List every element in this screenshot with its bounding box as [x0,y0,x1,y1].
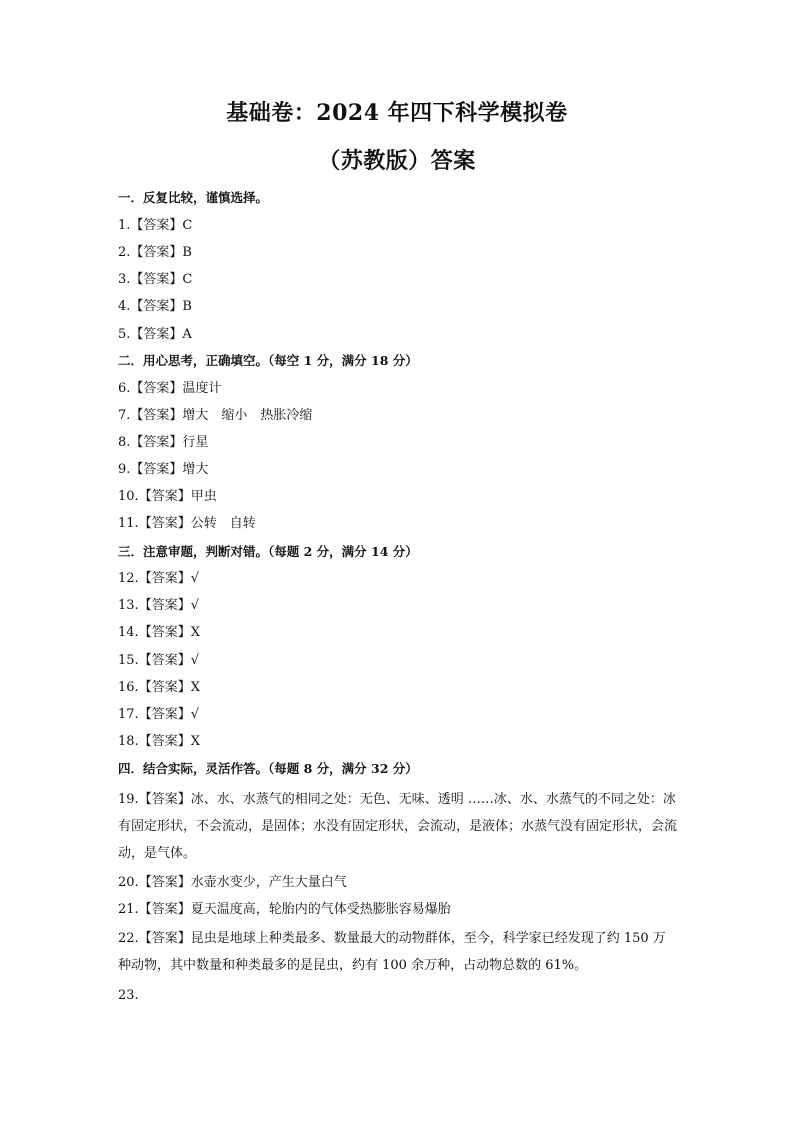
section-heading-3: 三．注意审题，判断对错。（每题 2 分，满分 14 分） [118,544,418,559]
answer-tag: 【答案】 [138,902,191,917]
answer-tag: 【答案】 [138,516,191,531]
answer-tag: 【答案】 [138,598,191,613]
answer-tag: 【答案】 [138,489,191,504]
answer-tag: 【答案】 [130,408,183,423]
answer-tag: 【答案】 [130,245,183,260]
answer-item-2 [118,243,192,263]
answer-text: 公转 自转 [190,516,256,531]
answer-item-21 [118,900,451,920]
answer-text: 甲虫 [190,489,217,504]
answer-item-22 [118,925,678,979]
answer-tag: 【答案】 [130,272,183,287]
section-heading-4: 四．结合实际，灵活作答。（每题 8 分，满分 32 分） [118,761,418,776]
answer-item-1 [118,216,192,236]
document-subtitle: （苏教版）答案 [318,148,476,174]
answer-item-10 [118,487,217,507]
answer-item-13 [118,596,199,616]
answer-item-3 [118,270,192,290]
answer-tag: 【答案】 [130,299,183,314]
section-heading-1: 一．反复比较，谨慎选择。 [118,190,269,205]
answer-tag: 【答案】 [138,707,191,722]
answer-item-12 [118,569,199,589]
answer-tag: 【答案】 [138,792,191,807]
item-number: 22. [118,931,139,946]
answer-text: 行星 [182,435,209,450]
item-number: 12. [118,571,139,586]
answer-item-17 [118,705,199,725]
answer-item-19 [118,786,678,867]
answer-item-14 [118,623,200,643]
answer-text: X [190,734,200,749]
answer-text: X [190,680,200,695]
answer-tag: 【答案】 [138,653,191,668]
answer-text: A [182,327,192,342]
answer-tag: 【答案】 [138,571,191,586]
item-number: 21. [118,902,139,917]
item-number: 6. [118,381,131,396]
answer-text: √ [190,707,199,722]
item-number: 2. [118,245,131,260]
item-number: 4. [118,299,131,314]
answer-text: B [182,299,192,314]
item-number: 11. [118,516,139,531]
answer-tag: 【答案】 [138,625,191,640]
answer-text: 夏天温度高，轮胎内的气体受热膨胀容易爆胎 [190,902,451,917]
answer-item-23 [118,986,139,1006]
item-number: 7. [118,408,131,423]
answer-item-6 [118,379,221,399]
item-number: 19. [118,792,139,807]
answer-text: 冰、水、水蒸气的相同之处：无色、无味、透明 ……冰、水、水蒸气的不同之处：冰有固定形状，不会流动，是固体；水没有固定形状，会流动，是液体；水蒸气没有固定形状，会流动，是气体。 [118,792,678,861]
answer-item-7 [118,406,312,426]
answer-tag: 【答案】 [138,931,191,946]
answer-text: X [190,625,200,640]
item-number: 17. [118,707,139,722]
item-number: 9. [118,462,131,477]
item-number: 18. [118,734,139,749]
answer-text: √ [190,571,199,586]
item-number: 15. [118,653,139,668]
answer-text: 温度计 [182,381,222,396]
answer-item-9 [118,460,208,480]
answer-tag: 【答案】 [130,381,183,396]
answer-item-11 [118,514,256,534]
answer-item-18 [118,732,200,752]
answer-item-20 [118,873,347,893]
item-number: 10. [118,489,139,504]
item-number: 14. [118,625,139,640]
answer-text: 增大 [182,462,209,477]
item-number: 16. [118,680,139,695]
answer-tag: 【答案】 [130,435,183,450]
document-title: 基础卷：2024 年四下科学模拟卷 [226,100,568,126]
item-number: 8. [118,435,131,450]
answer-text: C [182,218,193,233]
answer-tag: 【答案】 [138,680,191,695]
item-number: 1. [118,218,131,233]
answer-tag: 【答案】 [130,462,183,477]
answer-text: √ [190,653,199,668]
answer-tag: 【答案】 [138,734,191,749]
item-number: 23. [118,988,139,1003]
item-number: 3. [118,272,131,287]
answer-item-16 [118,678,200,698]
answer-text: B [182,245,192,260]
answer-item-15 [118,651,199,671]
item-number: 20. [118,875,139,890]
answer-text: √ [190,598,199,613]
item-number: 13. [118,598,139,613]
answer-item-5 [118,325,192,345]
answer-tag: 【答案】 [130,327,183,342]
answer-tag: 【答案】 [138,875,191,890]
item-number: 5. [118,327,131,342]
answer-item-4 [118,297,192,317]
answer-item-8 [118,433,208,453]
answer-text: 昆虫是地球上种类最多、数量最大的动物群体，至今，科学家已经发现了约 150 万种动物，其中数量和种类最多的是昆虫，约有 100 余万种，占动物总数的 61%。 [118,931,666,973]
answer-text: 增大 缩小 热胀冷缩 [182,408,313,423]
section-heading-2: 二．用心思考，正确填空。（每空 1 分，满分 18 分） [118,353,418,368]
answer-text: 水壶水变少，产生大量白气 [190,875,347,890]
answer-text: C [182,272,193,287]
answer-tag: 【答案】 [130,218,183,233]
